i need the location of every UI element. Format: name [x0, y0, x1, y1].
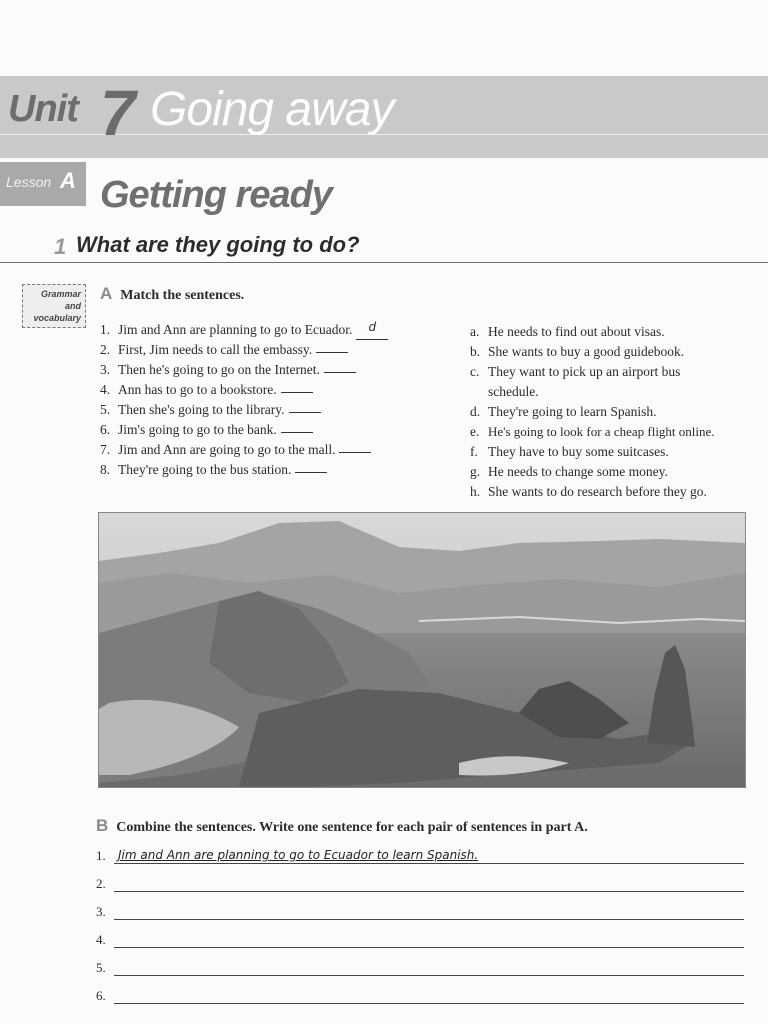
option-text: She wants to do research before they go. [488, 484, 707, 499]
part-b-letter: B [96, 816, 109, 835]
answer-blank[interactable] [324, 360, 356, 373]
sentence-list [100, 320, 388, 480]
option-item [470, 442, 768, 462]
option-text: He needs to find out about visas. [488, 324, 665, 339]
answer-blank[interactable] [281, 420, 313, 433]
answer-line[interactable] [96, 930, 744, 950]
answer-blank[interactable] [339, 440, 371, 453]
sentence-text: Then she's going to the library. [118, 402, 285, 417]
answer-line[interactable] [96, 846, 744, 866]
sentence-number: 1. [100, 322, 111, 337]
grammar-vocabulary-box [22, 284, 86, 328]
option-text: They have to buy some suitcases. [488, 444, 669, 459]
option-item [470, 402, 768, 422]
answer-line-rule [114, 863, 744, 864]
unit-word: Unit [8, 88, 78, 130]
option-letter: h. [470, 484, 481, 499]
lesson-title: Getting ready [100, 174, 332, 216]
answer-blank[interactable] [289, 400, 321, 413]
answer-blank[interactable] [316, 340, 348, 353]
option-text: He's going to look for a cheap flight online. [488, 424, 715, 439]
sentence-number: 3. [100, 362, 111, 377]
sentence-number: 4. [100, 382, 111, 397]
sentence-text: Jim and Ann are going to go to the mall. [118, 442, 336, 457]
grammar-box-line: vocabulary [33, 313, 81, 323]
option-item [470, 462, 768, 482]
sentence-text: They're going to the bus station. [118, 462, 292, 477]
sentence-text: First, Jim needs to call the embassy. [118, 342, 313, 357]
option-letter: f. [470, 444, 478, 459]
answer-blank[interactable] [295, 460, 327, 473]
option-item [470, 322, 768, 342]
sentence-text: Ann has to go to a bookstore. [118, 382, 277, 397]
option-item [470, 482, 768, 502]
sentence-number: 5. [100, 402, 111, 417]
section-number: 1 [54, 234, 67, 259]
grammar-box-line: and [64, 301, 81, 311]
handwritten-answer: Jim and Ann are planning to go to Ecuador to learn Spanish. [118, 848, 479, 862]
sentence-text: Jim and Ann are planning to go to Ecuador. [118, 322, 353, 337]
part-b-instruction: Combine the sentences. Write one sentence for each pair of sentences in part A. [116, 820, 588, 835]
option-text: They want to pick up an airport bus schedule. [488, 364, 681, 399]
island-landscape-image [99, 513, 745, 787]
option-item [470, 342, 768, 362]
sentence-item [100, 400, 388, 420]
option-text: He needs to change some money. [488, 464, 668, 479]
answer-line[interactable] [96, 986, 744, 1006]
option-letter: b. [470, 344, 481, 359]
answer-line[interactable] [96, 958, 744, 978]
option-letter: d. [470, 404, 481, 419]
part-a-instruction: Match the sentences. [120, 288, 245, 303]
answer-line-number: 3. [96, 904, 106, 919]
part-a-header [100, 284, 244, 304]
unit-title: Going away [150, 83, 394, 136]
sentence-item [100, 340, 388, 360]
option-text: She wants to buy a good guidebook. [488, 344, 685, 359]
sentence-text: Jim's going to go to the bank. [118, 422, 277, 437]
sentence-item [100, 320, 388, 340]
answer-line-number: 2. [96, 876, 106, 891]
option-item [470, 422, 768, 442]
option-text: They're going to learn Spanish. [488, 404, 657, 419]
sentence-item [100, 460, 388, 480]
sentence-text: Then he's going to go on the Internet. [118, 362, 320, 377]
sentence-number: 6. [100, 422, 111, 437]
sentence-item [100, 440, 388, 460]
part-b-header [96, 816, 588, 836]
answer-line[interactable] [96, 874, 744, 894]
section-divider [0, 262, 768, 263]
section-title: What are they going to do? [76, 232, 360, 257]
option-letter: c. [470, 364, 480, 379]
option-letter: e. [470, 424, 480, 439]
answer-line[interactable] [96, 902, 744, 922]
unit-number: 7 [100, 77, 136, 149]
option-letter: g. [470, 464, 481, 479]
answer-line-number: 4. [96, 932, 106, 947]
part-a-letter: A [100, 284, 113, 303]
grammar-box-line: Grammar [40, 289, 81, 299]
answer-line-rule [114, 947, 744, 948]
answer-line-number: 6. [96, 988, 106, 1003]
answer-line-rule [114, 975, 744, 976]
answer-line-rule [114, 1003, 744, 1004]
lesson-letter: A [60, 168, 76, 193]
answer-line-rule [114, 919, 744, 920]
answer-blank[interactable]: d [356, 320, 388, 340]
answer-blank[interactable] [281, 380, 313, 393]
option-list [470, 322, 768, 502]
option-letter: a. [470, 324, 480, 339]
sentence-item [100, 360, 388, 380]
sentence-number: 8. [100, 462, 111, 477]
answer-line-number: 5. [96, 960, 106, 975]
sentence-item [100, 420, 388, 440]
sentence-item [100, 380, 388, 400]
answer-line-rule [114, 891, 744, 892]
sentence-number: 7. [100, 442, 111, 457]
answer-line-number: 1. [96, 848, 106, 863]
lesson-word: Lesson [6, 174, 52, 190]
landscape-photo [98, 512, 746, 788]
sentence-number: 2. [100, 342, 111, 357]
option-item [470, 362, 768, 402]
